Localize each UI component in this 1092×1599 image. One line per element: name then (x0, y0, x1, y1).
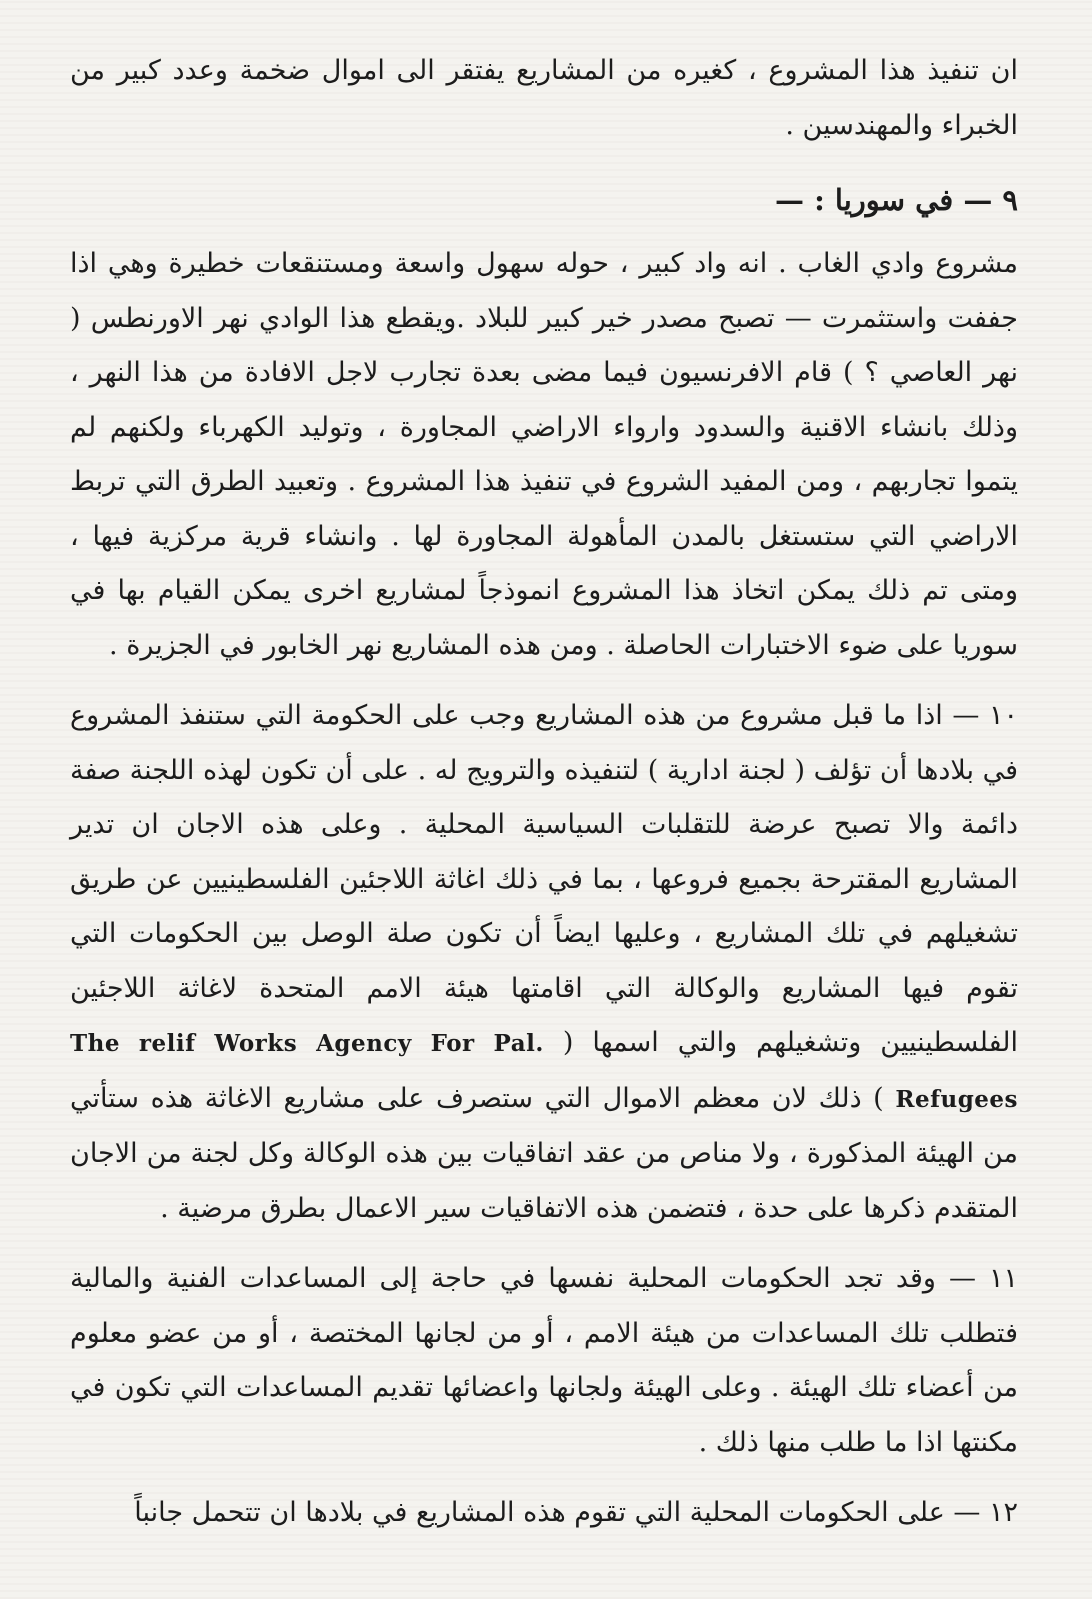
paragraph-10-text-before: ١٠ — اذا ما قبل مشروع من هذه المشاريع وجب على الحكومة التي ستنفذ المشروع في بلادها أن تؤلف ( لجنة ادارية ) لتنفيذه والترويج له . على أن تكون لهذه اللجنة صفة دائمة والا تصبح عرضة للتقلبات السياسية المحلية . وعلى هذه الاجان ان تدير المشاريع المقترحة بجميع فروعها ، بما في ذلك اغاثة اللاجئين الفلسطينيين عن طريق تشغيلهم في تلك المشاريع ، وعليها ايضاً أن تكون صلة الوصل بين الحكومات التي تقوم فيها المشاريع والوكالة التي اقامتها هيئة الامم المتحدة لاغاثة اللاجئين الفلسطينيين وتشغيلهم والتي اسمها ( (70, 700, 1018, 1058)
paragraph-intro: ان تنفيذ هذا المشروع ، كغيره من المشاريع يفتقر الى اموال ضخمة وعدد كبير من الخبراء والمهندسين . (70, 55, 1018, 141)
paragraph-11: ١١ — وقد تجد الحكومات المحلية نفسها في حاجة إلى المساعدات الفنية والمالية فتطلب تلك المساعدات من هيئة الامم ، أو من لجانها المختصة ، أو من عضو معلوم من أعضاء تلك الهيئة . وعلى الهيئة ولجانها واعضائها تقديم المساعدات التي تكون في مكنتها اذا ما طلب منها ذلك . (70, 1263, 1018, 1458)
agency-name-latin: The relif Works Agency For Pal. Refugees (70, 1030, 1018, 1113)
paragraph-10-text-after: ) ذلك لان معظم الاموال التي ستصرف على مشاريع الاغاثة هذه ستأتي من الهيئة المذكورة ، ولا مناص من عقد اتفاقيات بين هذه الوكالة وكل لجنة من الاجان المتقدم ذكرها على حدة ، فتضمن هذه الاتفاقيات سير الاعمال بطرق مرضية . (70, 1082, 1019, 1224)
paragraph-12: ١٢ — على الحكومات المحلية التي تقوم هذه المشاريع في بلادها ان تتحمل جانباً (134, 1497, 1018, 1528)
paragraph-ghab-valley: مشروع وادي الغاب . انه واد كبير ، حوله سهول واسعة ومستنقعات خطيرة وهي اذا جففت واستثمرت — تصبح مصدر خير كبير للبلاد .ويقطع هذا الوادي نهر الاورنطس ( نهر العاصي ؟ ) قام الافرنسيون فيما مضى بعدة تجارب لاجل الافادة من هذا النهر ، وذلك بانشاء الاقنية والسدود وارواء الاراضي المجاورة ، وتوليد الكهرباء ولكنهم لم يتموا تجاربهم ، ومن المفيد الشروع في تنفيذ هذا المشروع . وتعبيد الطرق التي تربط الاراضي التي ستستغل بالمدن المأهولة المجاورة لها . وانشاء قرية مركزية فيها ، ومتى تم ذلك يمكن اتخاذ هذا المشروع انموذجاً لمشاريع اخرى يمكن القيام بها في سوريا على ضوء الاختبارات الحاصلة . ومن هذه المشاريع نهر الخابور في الجزيرة . (70, 248, 1018, 661)
body-text (70, 44, 1018, 1541)
section-heading-syria: ٩ — في سوريا : — (775, 183, 1018, 217)
paragraph-10 (70, 689, 1018, 1236)
